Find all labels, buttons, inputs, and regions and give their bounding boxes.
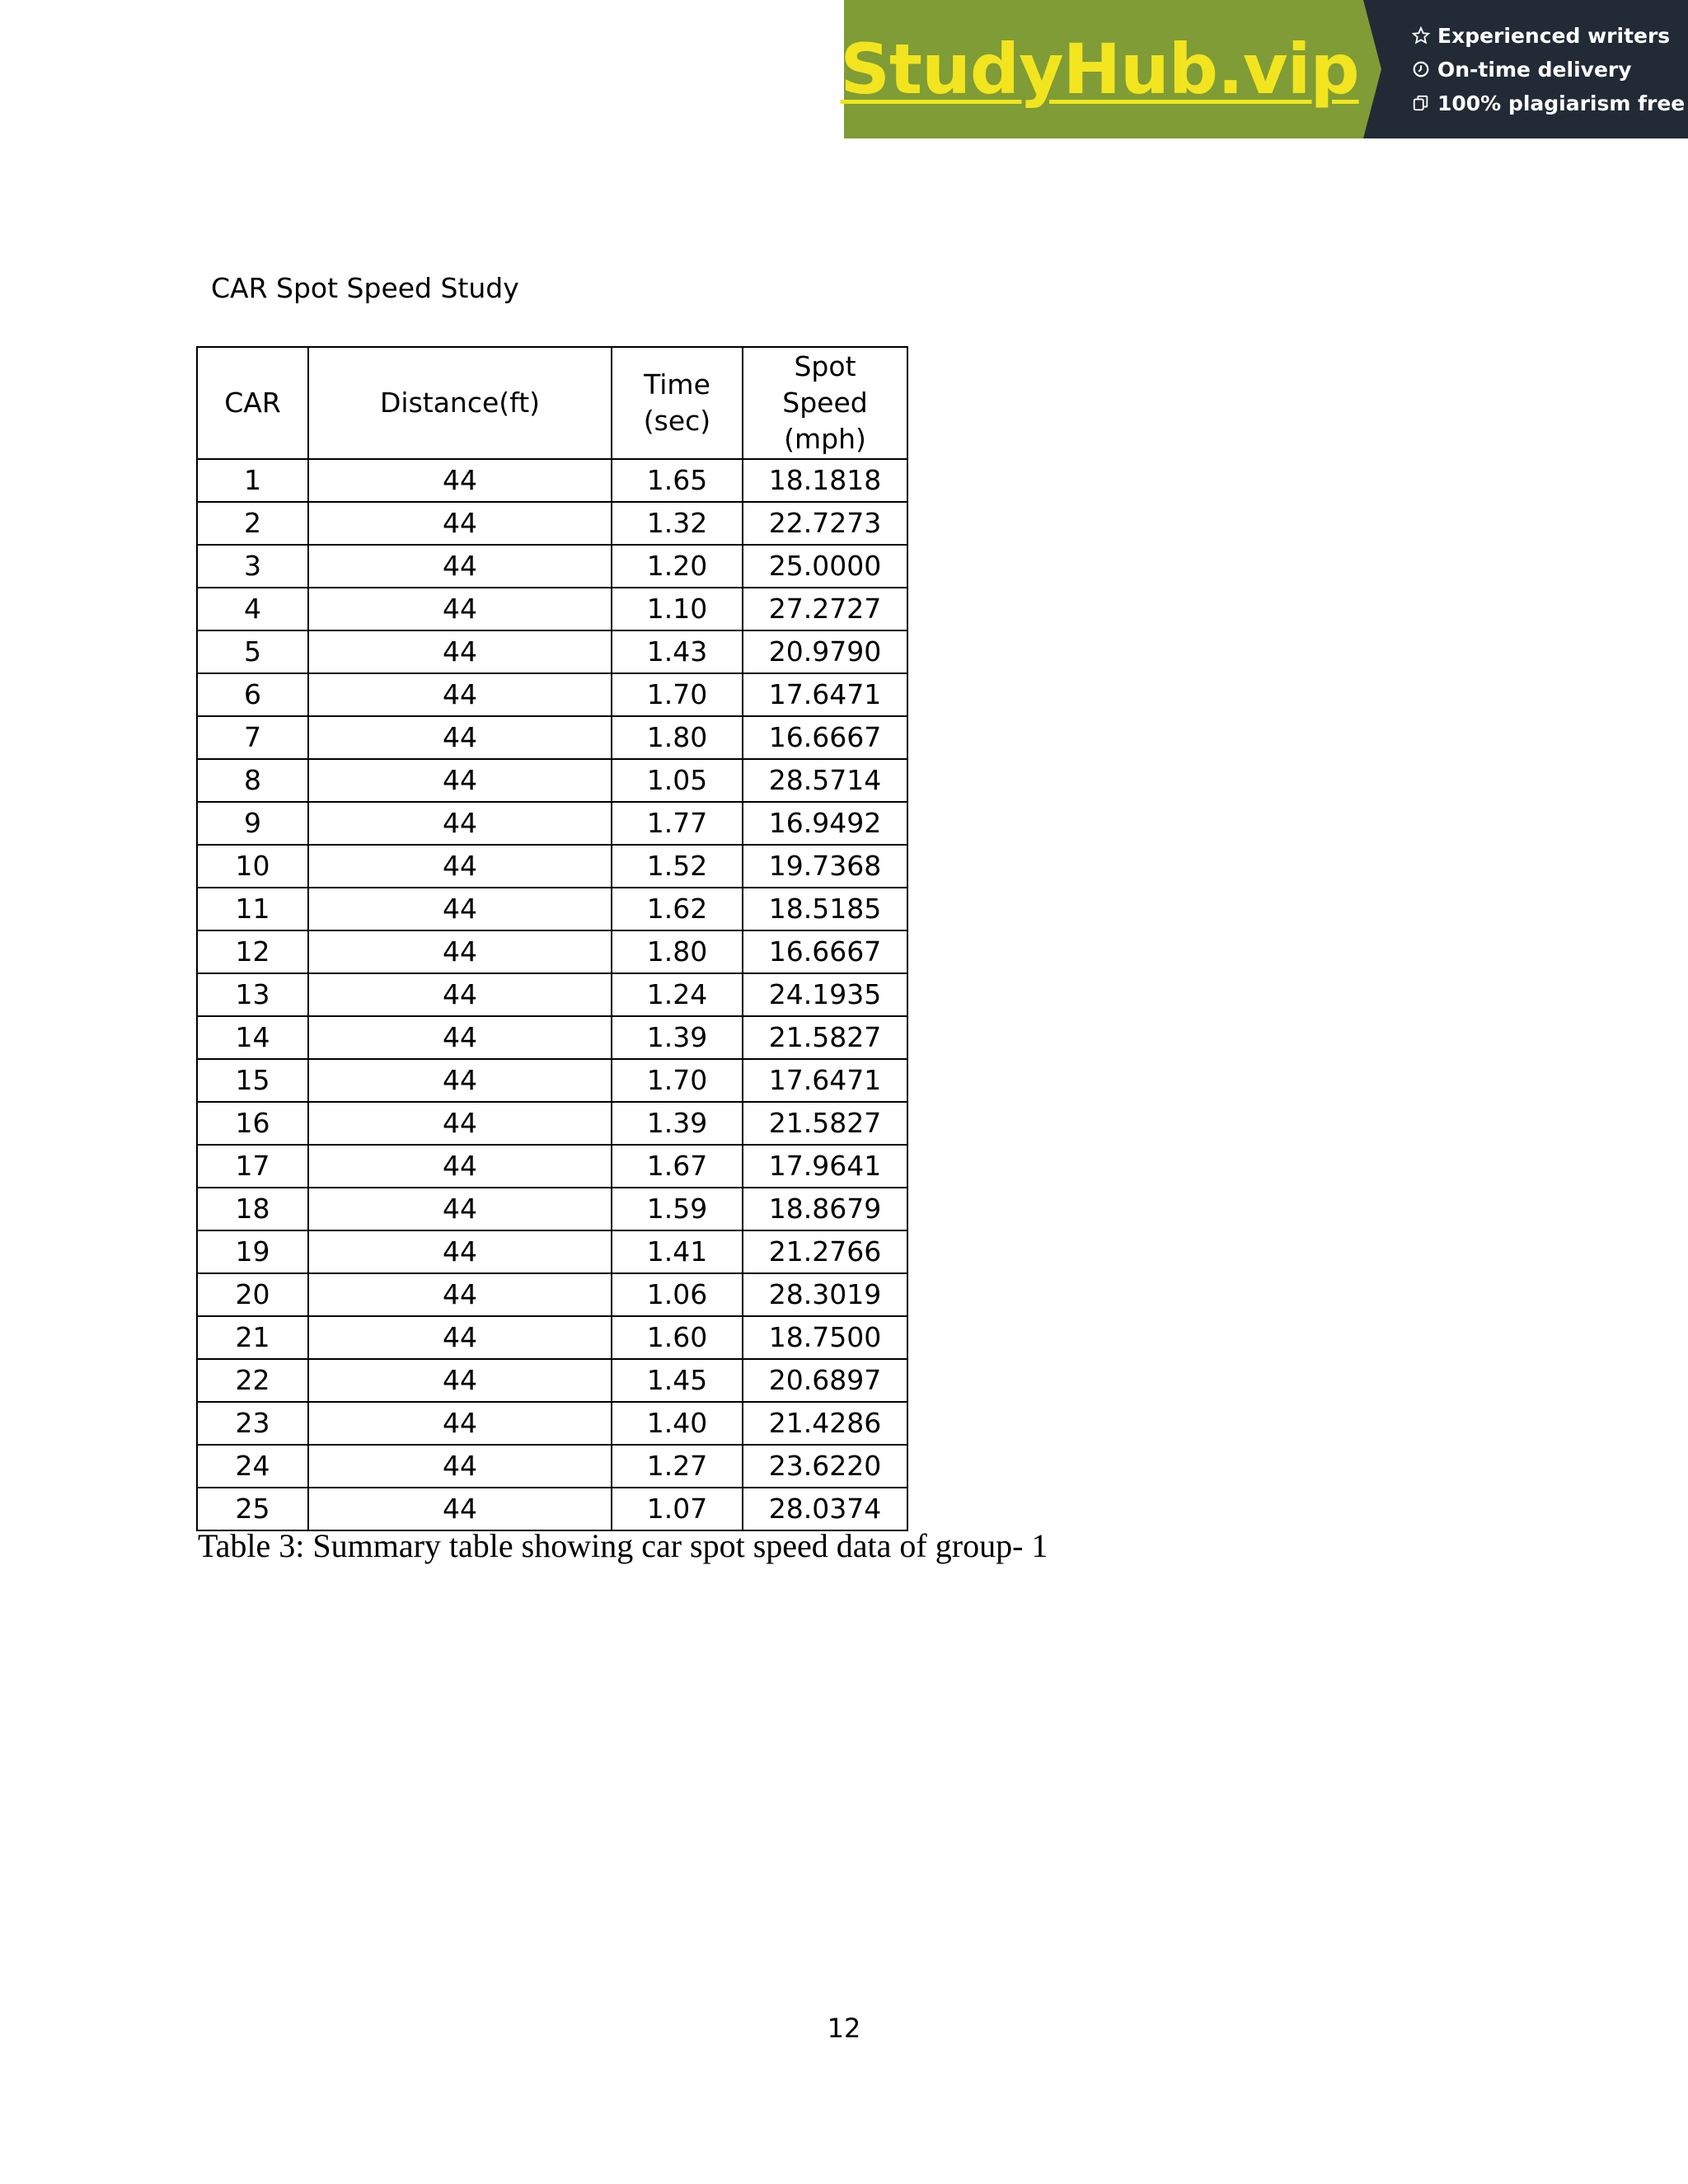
studyhub-banner[interactable] xyxy=(840,0,1688,138)
cell-car: 6 xyxy=(197,673,308,716)
table-row xyxy=(197,888,907,930)
table-row xyxy=(197,588,907,630)
cell-distance: 44 xyxy=(308,588,612,630)
table-row xyxy=(197,1145,907,1188)
cell-time: 1.70 xyxy=(612,1059,743,1102)
cell-spot-speed: 28.5714 xyxy=(743,759,907,802)
cell-spot-speed: 20.6897 xyxy=(743,1359,907,1402)
cell-time: 1.65 xyxy=(612,459,743,502)
table-row xyxy=(197,1445,907,1488)
brand-panel xyxy=(840,0,1363,138)
cell-distance: 44 xyxy=(308,1145,612,1188)
cell-time: 1.39 xyxy=(612,1016,743,1059)
document-title: CAR Spot Speed Study xyxy=(211,272,519,304)
table-row xyxy=(197,1059,907,1102)
page-number: 12 xyxy=(827,2013,861,2044)
cell-spot-speed: 21.5827 xyxy=(743,1016,907,1059)
cell-distance: 44 xyxy=(308,1059,612,1102)
cell-time: 1.70 xyxy=(612,673,743,716)
feature-list xyxy=(1363,0,1688,138)
cell-distance: 44 xyxy=(308,716,612,759)
header-car: CAR xyxy=(197,347,308,459)
table-row xyxy=(197,930,907,973)
table-row xyxy=(197,1316,907,1359)
cell-spot-speed: 25.0000 xyxy=(743,545,907,588)
cell-car: 19 xyxy=(197,1230,308,1273)
cell-distance: 44 xyxy=(308,545,612,588)
feature-item xyxy=(1411,58,1688,82)
feature-label: 100% plagiarism free xyxy=(1437,91,1686,115)
header-time: Time (sec) xyxy=(612,347,743,459)
cell-car: 8 xyxy=(197,759,308,802)
table-body xyxy=(197,459,907,1530)
cell-spot-speed: 20.9790 xyxy=(743,630,907,673)
cell-spot-speed: 28.3019 xyxy=(743,1273,907,1316)
table-row xyxy=(197,1273,907,1316)
cell-time: 1.06 xyxy=(612,1273,743,1316)
table-row xyxy=(197,1359,907,1402)
cell-time: 1.52 xyxy=(612,845,743,888)
feature-item xyxy=(1411,91,1688,115)
cell-distance: 44 xyxy=(308,759,612,802)
cell-car: 2 xyxy=(197,502,308,545)
table-row xyxy=(197,845,907,888)
cell-time: 1.10 xyxy=(612,588,743,630)
cell-spot-speed: 24.1935 xyxy=(743,973,907,1016)
table-header-row xyxy=(197,347,907,459)
cell-spot-speed: 18.5185 xyxy=(743,888,907,930)
cell-car: 18 xyxy=(197,1188,308,1230)
cell-distance: 44 xyxy=(308,1273,612,1316)
copy-icon xyxy=(1411,93,1431,113)
header-spot-speed: Spot Speed (mph) xyxy=(743,347,907,459)
cell-car: 16 xyxy=(197,1102,308,1145)
table-row xyxy=(197,759,907,802)
star-icon xyxy=(1411,26,1431,45)
cell-spot-speed: 22.7273 xyxy=(743,502,907,545)
cell-distance: 44 xyxy=(308,1016,612,1059)
cell-car: 14 xyxy=(197,1016,308,1059)
cell-car: 1 xyxy=(197,459,308,502)
clock-icon xyxy=(1411,59,1431,79)
cell-spot-speed: 21.2766 xyxy=(743,1230,907,1273)
cell-car: 24 xyxy=(197,1445,308,1488)
cell-spot-speed: 16.6667 xyxy=(743,716,907,759)
cell-time: 1.60 xyxy=(612,1316,743,1359)
cell-time: 1.77 xyxy=(612,802,743,845)
cell-distance: 44 xyxy=(308,1402,612,1445)
cell-time: 1.32 xyxy=(612,502,743,545)
cell-time: 1.27 xyxy=(612,1445,743,1488)
cell-distance: 44 xyxy=(308,1102,612,1145)
brand-logo[interactable]: StudyHub.vip xyxy=(840,29,1359,110)
cell-spot-speed: 23.6220 xyxy=(743,1445,907,1488)
table-row xyxy=(197,1102,907,1145)
feature-label: On-time delivery xyxy=(1437,57,1632,82)
cell-distance: 44 xyxy=(308,1188,612,1230)
cell-distance: 44 xyxy=(308,930,612,973)
table-row xyxy=(197,630,907,673)
cell-distance: 44 xyxy=(308,1230,612,1273)
header-distance: Distance(ft) xyxy=(308,347,612,459)
cell-distance: 44 xyxy=(308,973,612,1016)
cell-car: 3 xyxy=(197,545,308,588)
cell-distance: 44 xyxy=(308,502,612,545)
table-row xyxy=(197,1230,907,1273)
cell-car: 11 xyxy=(197,888,308,930)
cell-time: 1.45 xyxy=(612,1359,743,1402)
cell-car: 4 xyxy=(197,588,308,630)
cell-spot-speed: 17.9641 xyxy=(743,1145,907,1188)
cell-car: 21 xyxy=(197,1316,308,1359)
cell-time: 1.40 xyxy=(612,1402,743,1445)
cell-distance: 44 xyxy=(308,1359,612,1402)
cell-time: 1.05 xyxy=(612,759,743,802)
cell-time: 1.67 xyxy=(612,1145,743,1188)
table-row xyxy=(197,673,907,716)
table-row xyxy=(197,502,907,545)
cell-car: 17 xyxy=(197,1145,308,1188)
cell-distance: 44 xyxy=(308,630,612,673)
cell-distance: 44 xyxy=(308,1445,612,1488)
cell-spot-speed: 16.9492 xyxy=(743,802,907,845)
cell-distance: 44 xyxy=(308,1316,612,1359)
cell-time: 1.41 xyxy=(612,1230,743,1273)
cell-car: 9 xyxy=(197,802,308,845)
cell-spot-speed: 17.6471 xyxy=(743,673,907,716)
table-row xyxy=(197,973,907,1016)
cell-spot-speed: 21.4286 xyxy=(743,1402,907,1445)
table-row xyxy=(197,1188,907,1230)
cell-car: 25 xyxy=(197,1488,308,1530)
cell-car: 20 xyxy=(197,1273,308,1316)
cell-time: 1.24 xyxy=(612,973,743,1016)
cell-car: 10 xyxy=(197,845,308,888)
cell-car: 5 xyxy=(197,630,308,673)
table-row xyxy=(197,1402,907,1445)
cell-car: 15 xyxy=(197,1059,308,1102)
cell-time: 1.07 xyxy=(612,1488,743,1530)
table-row xyxy=(197,802,907,845)
cell-time: 1.80 xyxy=(612,930,743,973)
cell-spot-speed: 21.5827 xyxy=(743,1102,907,1145)
cell-distance: 44 xyxy=(308,802,612,845)
cell-time: 1.59 xyxy=(612,1188,743,1230)
cell-car: 12 xyxy=(197,930,308,973)
table-row xyxy=(197,1488,907,1530)
feature-label: Experienced writers xyxy=(1437,23,1671,48)
spot-speed-table xyxy=(196,346,908,1531)
cell-time: 1.39 xyxy=(612,1102,743,1145)
cell-time: 1.62 xyxy=(612,888,743,930)
cell-distance: 44 xyxy=(308,1488,612,1530)
cell-time: 1.20 xyxy=(612,545,743,588)
cell-spot-speed: 18.7500 xyxy=(743,1316,907,1359)
cell-distance: 44 xyxy=(308,845,612,888)
cell-car: 13 xyxy=(197,973,308,1016)
table-caption: Table 3: Summary table showing car spot speed data of group- 1 xyxy=(198,1527,1048,1564)
cell-car: 22 xyxy=(197,1359,308,1402)
cell-spot-speed: 19.7368 xyxy=(743,845,907,888)
cell-time: 1.80 xyxy=(612,716,743,759)
cell-spot-speed: 27.2727 xyxy=(743,588,907,630)
cell-distance: 44 xyxy=(308,888,612,930)
table-row xyxy=(197,1016,907,1059)
cell-spot-speed: 16.6667 xyxy=(743,930,907,973)
cell-spot-speed: 28.0374 xyxy=(743,1488,907,1530)
table-row xyxy=(197,545,907,588)
cell-distance: 44 xyxy=(308,459,612,502)
feature-item xyxy=(1411,24,1688,48)
cell-spot-speed: 17.6471 xyxy=(743,1059,907,1102)
cell-distance: 44 xyxy=(308,673,612,716)
cell-time: 1.43 xyxy=(612,630,743,673)
cell-car: 23 xyxy=(197,1402,308,1445)
table-row xyxy=(197,459,907,502)
cell-spot-speed: 18.8679 xyxy=(743,1188,907,1230)
cell-car: 7 xyxy=(197,716,308,759)
cell-spot-speed: 18.1818 xyxy=(743,459,907,502)
table-row xyxy=(197,716,907,759)
